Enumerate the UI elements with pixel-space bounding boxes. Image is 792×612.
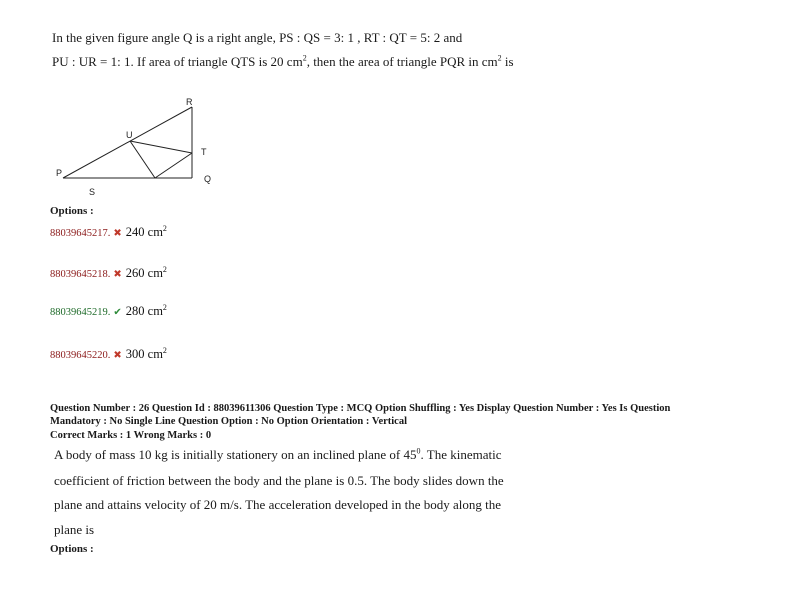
- option-id: 88039645218.: [50, 269, 111, 280]
- side-pr: [63, 107, 192, 178]
- label-r: R: [186, 97, 193, 107]
- question-text: , then the area of triangle PQR in cm: [306, 54, 498, 69]
- question-26-line-1: [54, 443, 502, 467]
- question-25-line-1: [52, 30, 462, 46]
- option-value-text: 240 cm: [125, 225, 163, 239]
- segment-us: [130, 141, 155, 178]
- superscript: 2: [162, 264, 167, 274]
- label-s: S: [89, 187, 96, 197]
- option-2[interactable]: [50, 264, 167, 282]
- option-id: 88039645219.: [50, 307, 111, 318]
- superscript: 2: [162, 223, 167, 233]
- option-4[interactable]: [50, 345, 167, 363]
- triangle-figure: [50, 95, 230, 205]
- option-value: [126, 304, 167, 318]
- question-26-line-4: plane is: [54, 522, 95, 537]
- question-text: A body of mass 10 kg is initially stationery on an inclined plane of 45: [54, 447, 417, 462]
- option-1[interactable]: [50, 223, 167, 241]
- question-26-marks: Correct Marks : 1 Wrong Marks : 0: [50, 430, 212, 441]
- option-value: [126, 225, 167, 239]
- option-3[interactable]: [50, 302, 167, 320]
- option-value-text: 280 cm: [125, 304, 163, 318]
- superscript: 0: [416, 446, 421, 456]
- question-26-line-2: coefficient of friction between the body and the plane is 0.5. The body slides down the: [54, 473, 504, 488]
- question-text: . The kinematic: [420, 447, 502, 462]
- question-26-options-label: Options :: [50, 543, 94, 555]
- cross-icon: ✖: [113, 350, 122, 361]
- superscript: 2: [162, 302, 167, 312]
- option-value-text: 260 cm: [125, 266, 163, 280]
- option-id: 88039645220.: [50, 350, 111, 361]
- options-label: Options :: [50, 205, 94, 217]
- cross-icon: ✖: [113, 228, 122, 239]
- option-value-text: 300 cm: [125, 347, 163, 361]
- label-u: U: [126, 130, 133, 140]
- option-value: [126, 266, 167, 280]
- check-icon: ✔: [113, 307, 122, 318]
- label-q: Q: [204, 174, 212, 184]
- label-p: P: [56, 168, 63, 178]
- question-26-meta-line-2: Mandatory : No Single Line Question Option : No Option Orientation : Vertical: [50, 416, 408, 427]
- superscript: 2: [497, 53, 502, 63]
- cross-icon: ✖: [113, 269, 122, 280]
- question-25-line-2: [52, 54, 514, 70]
- segment-st: [155, 153, 192, 178]
- superscript: 2: [302, 53, 307, 63]
- segment-ut: [130, 141, 192, 153]
- option-value: [126, 347, 167, 361]
- question-26-line-3: plane and attains velocity of 20 m/s. The acceleration developed in the body along the: [54, 497, 502, 512]
- label-t: T: [201, 147, 207, 157]
- question-text: is: [501, 54, 514, 69]
- question-text: In the given figure angle Q is a right angle, PS : QS = 3: 1 , RT : QT = 5: 2 and: [52, 30, 463, 45]
- question-26-meta-line-1: Question Number : 26 Question Id : 88039611306 Question Type : MCQ Option Shuffling : Yes Display Question Number : Yes Is Question: [50, 403, 671, 414]
- question-text: PU : UR = 1: 1. If area of triangle QTS is 20 cm: [52, 54, 303, 69]
- option-id: 88039645217.: [50, 228, 111, 239]
- superscript: 2: [162, 345, 167, 355]
